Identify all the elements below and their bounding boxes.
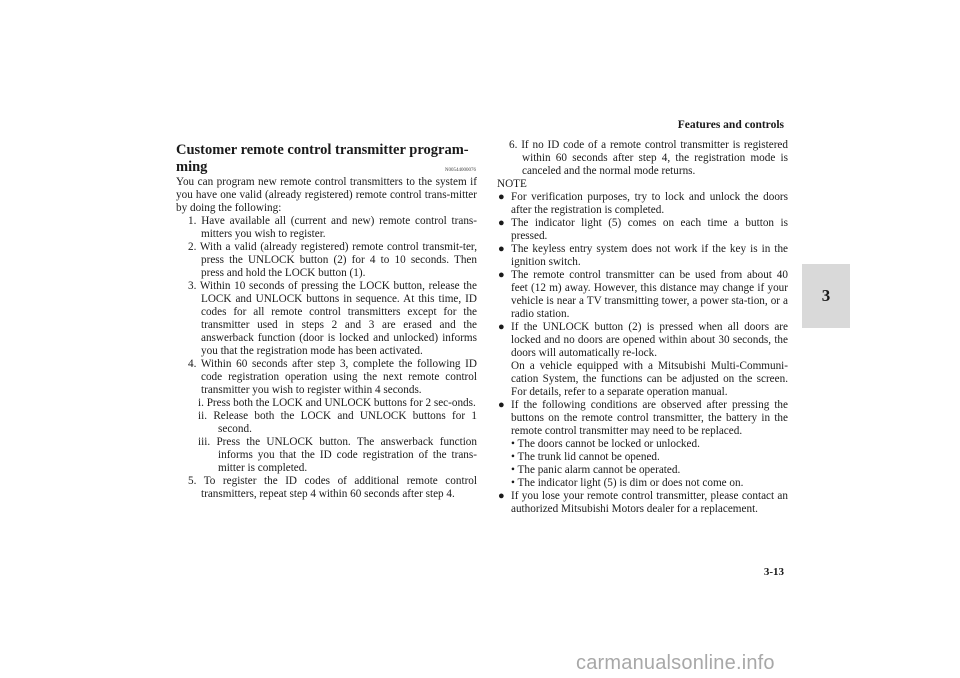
substep-i: i. Press both the LOCK and UNLOCK buttons for 2 sec-onds. (198, 397, 476, 409)
bullet-icon: ● (498, 399, 505, 411)
condition-item: • The trunk lid cannot be opened. (511, 451, 660, 463)
note-item (497, 399, 788, 438)
section-header: Features and controls (677, 119, 784, 131)
step-6: 6. If no ID code of a remote control transmitter is registered within 60 seconds after step 4, the registration mode is canceled and the normal mode returns. (509, 139, 788, 177)
note-continuation: On a vehicle equipped with a Mitsubishi Multi-Communi-cation System, the functions can be adjusted on the screen. For details, refer to a separate operation manual. (511, 360, 788, 398)
note-text: The keyless entry system does not work if the key is in the ignition switch. (511, 243, 788, 268)
reference-code: N00544000076 (444, 168, 476, 173)
note-text: If the UNLOCK button (2) is pressed when all doors are locked and no doors are opened within about 30 seconds, the doors will automatically re-lock. (511, 321, 788, 359)
step-2: 2. With a valid (already registered) remote control transmit-ter, press the UNLOCK button (2) for 4 to 10 seconds. Then press and hold the LOCK button (1). (188, 241, 477, 279)
intro-paragraph: You can program new remote control transmitters to the system if you have one valid (already registered) remote control trans-mitter by doing the following: (176, 176, 477, 214)
watermark: carmanualsonline.info (576, 652, 775, 674)
note-text: The indicator light (5) comes on each time a button is pressed. (511, 217, 788, 242)
bullet-icon: ● (498, 269, 505, 281)
note-item (497, 490, 788, 516)
step-1: 1. Have available all (current and new) remote control trans-mitters you wish to register. (188, 215, 477, 240)
section-title: Customer remote control transmitter program-ming (176, 142, 469, 175)
condition-item: • The panic alarm cannot be operated. (511, 464, 681, 476)
bullet-icon: ● (498, 490, 505, 502)
page-number: 3-13 (763, 566, 784, 578)
note-item (497, 321, 788, 360)
note-item (497, 191, 788, 217)
condition-item: • The indicator light (5) is dim or does not come on. (511, 477, 744, 489)
bullet-icon: ● (498, 243, 505, 255)
note-item (497, 269, 788, 321)
note-label: NOTE (497, 178, 527, 190)
chapter-tab: 3 (802, 264, 850, 328)
right-column (497, 139, 788, 516)
step-4: 4. Within 60 seconds after step 3, complete the following ID code registration operation using the next remote control transmitter you wish to register within 4 seconds. (188, 358, 477, 396)
substep-iii: iii. Press the UNLOCK button. The answerback function informs you that the ID code registration of the trans-mitter is completed. (198, 436, 477, 474)
left-column (176, 176, 477, 501)
note-text: For verification purposes, try to lock and unlock the doors after the registration is completed. (511, 191, 788, 216)
note-text: If the following conditions are observed after pressing the buttons on the remote control transmitter, the battery in the remote control transmitter may need to be replaced. (511, 399, 788, 437)
step-3: 3. Within 10 seconds of pressing the LOCK button, release the LOCK and UNLOCK buttons in sequence. At this time, ID codes for all remote control transmitters except for the transmitter used in steps 2 and 3 are erased and the answerback function (door is locked and unlocked) informs you that the registration mode has been activated. (188, 280, 477, 357)
condition-item: • The doors cannot be locked or unlocked. (511, 438, 700, 450)
bullet-icon: ● (498, 217, 505, 229)
bullet-icon: ● (498, 191, 505, 203)
note-text: The remote control transmitter can be used from about 40 feet (12 m) away. However, this distance may change if your vehicle is near a TV transmitting tower, a power sta-tion, or a radio station. (511, 269, 788, 320)
bullet-icon: ● (498, 321, 505, 333)
note-text: If you lose your remote control transmitter, please contact an authorized Mitsubishi Motors dealer for a replacement. (511, 490, 788, 515)
note-item (497, 217, 788, 243)
note-item (497, 243, 788, 269)
step-5: 5. To register the ID codes of additional remote control transmitters, repeat step 4 within 60 seconds after step 4. (188, 475, 477, 500)
substep-ii: ii. Release both the LOCK and UNLOCK buttons for 1 second. (198, 410, 477, 435)
